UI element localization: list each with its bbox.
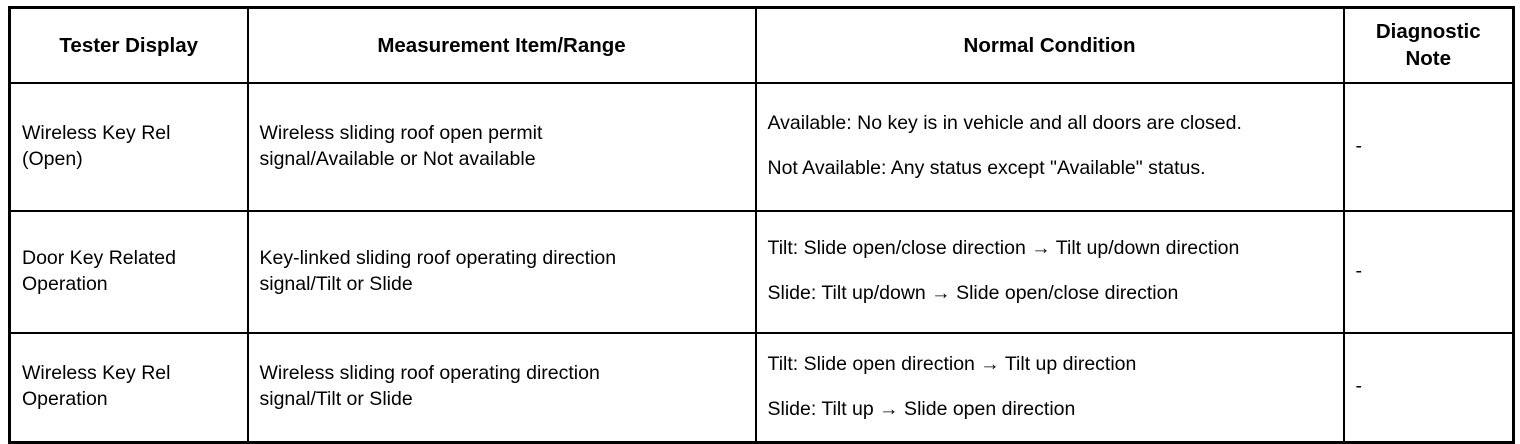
table-row: [10, 211, 1514, 333]
cell-text-line: Wireless sliding roof operating direction: [259, 362, 600, 385]
cell-text-line: Tilt: Slide open direction → Tilt up direction: [767, 352, 1137, 375]
cell-normal-condition: [756, 83, 1344, 211]
cell-text-line: Wireless Key Rel: [22, 362, 171, 385]
cell-normal-condition: [756, 211, 1344, 333]
table-header-row: [10, 8, 1514, 83]
cell-text-line: Wireless sliding roof open permit: [259, 121, 543, 144]
table-body: [10, 83, 1514, 443]
column-header-diagnostic-note: Diagnostic Note: [1344, 8, 1514, 83]
cell-tester-display: [10, 211, 248, 333]
cell-diagnostic-note: -: [1344, 333, 1514, 443]
cell-tester-display: [10, 83, 248, 211]
cell-diagnostic-note: -: [1344, 211, 1514, 333]
column-header-normal-condition: Normal Condition: [756, 8, 1344, 83]
table-row: [10, 333, 1514, 443]
cell-text-line: Tilt: Slide open/close direction → Tilt up/down direction: [767, 237, 1240, 260]
cell-normal-condition: [756, 333, 1344, 443]
specification-table: [8, 6, 1515, 444]
table-row: [10, 83, 1514, 211]
cell-diagnostic-note: -: [1344, 83, 1514, 211]
cell-text-line: signal/Available or Not available: [259, 147, 536, 170]
cell-text-line: signal/Tilt or Slide: [259, 272, 413, 295]
cell-text-line: Operation: [22, 272, 108, 295]
cell-text-line: signal/Tilt or Slide: [259, 388, 413, 411]
table-header: [10, 8, 1514, 83]
cell-text-line: Door Key Related: [22, 246, 176, 269]
cell-measurement-item-range: [248, 83, 756, 211]
column-header-measurement-item-range: Measurement Item/Range: [248, 8, 756, 83]
column-header-tester-display: Tester Display: [10, 8, 248, 83]
cell-tester-display: [10, 333, 248, 443]
cell-text-line: Available: No key is in vehicle and all doors are closed.: [767, 112, 1242, 135]
cell-measurement-item-range: [248, 211, 756, 333]
cell-text-line: Wireless Key Rel: [22, 121, 171, 144]
cell-text-line: Slide: Tilt up/down → Slide open/close direction: [767, 282, 1179, 304]
cell-text-line: Operation: [22, 388, 108, 411]
cell-text-line: Slide: Tilt up → Slide open direction: [767, 397, 1076, 420]
cell-measurement-item-range: [248, 333, 756, 443]
cell-text-line: Not Available: Any status except "Available" status.: [767, 157, 1206, 179]
cell-text-line: (Open): [22, 147, 83, 170]
cell-text-line: Key-linked sliding roof operating direction: [259, 246, 617, 269]
